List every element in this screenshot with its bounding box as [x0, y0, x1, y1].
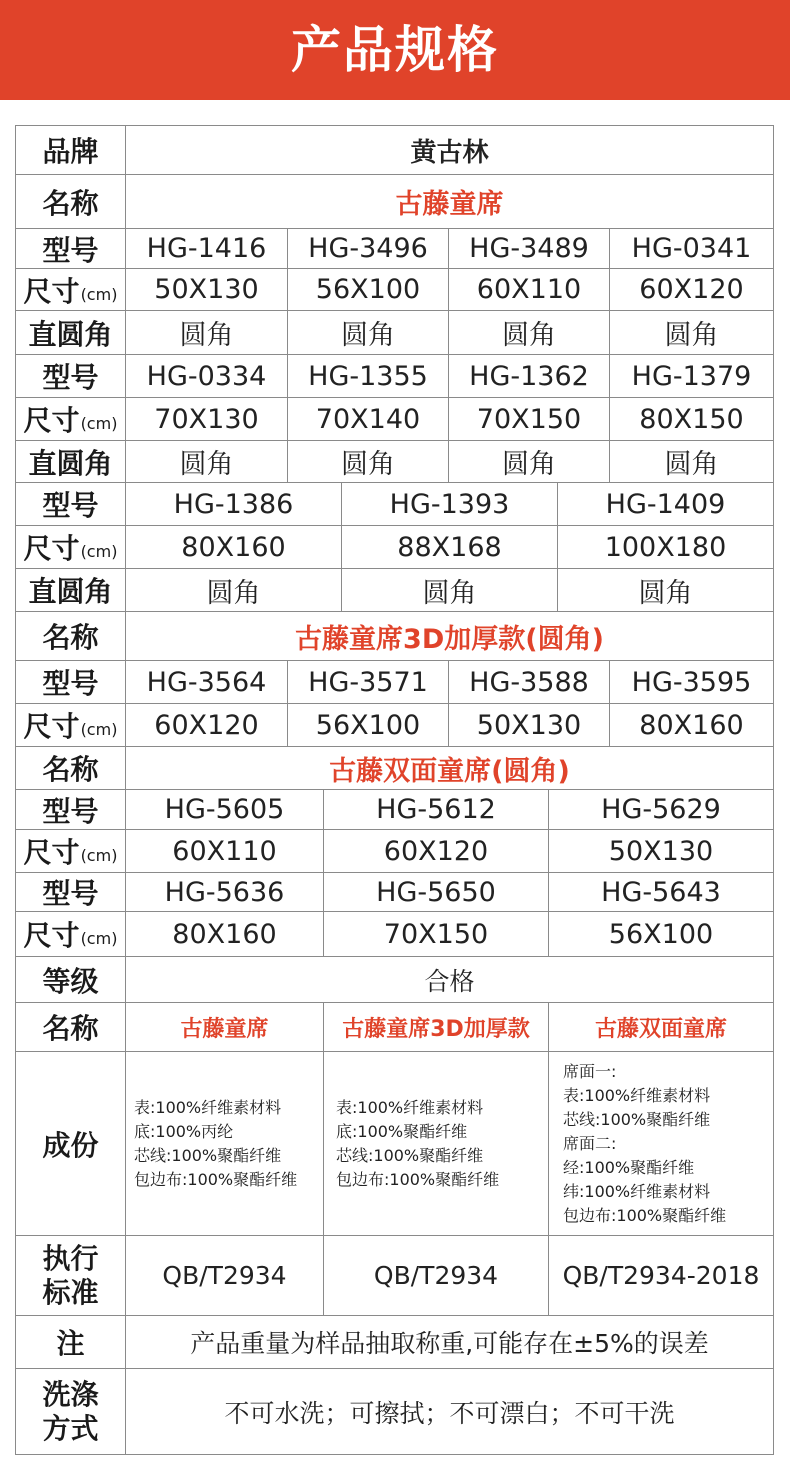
model-cell: HG-1409 — [558, 483, 774, 526]
label-name: 名称 — [16, 612, 126, 661]
label-model: 型号 — [16, 229, 126, 269]
label-composition: 成份 — [16, 1052, 126, 1236]
corner-cell: 圆角 — [126, 311, 288, 355]
model-cell: HG-1386 — [126, 483, 342, 526]
model-cell: HG-3571 — [288, 661, 449, 704]
size-cell: 70X150 — [324, 912, 549, 957]
corner-cell: 圆角 — [288, 311, 449, 355]
corner-cell: 圆角 — [558, 569, 774, 612]
size-cell: 80X160 — [126, 526, 342, 569]
size-cell: 80X150 — [610, 398, 774, 441]
label-standard: 执行 标准 — [16, 1236, 126, 1316]
label-size: 尺寸 (cm) — [16, 912, 126, 957]
size-cell: 70X140 — [288, 398, 449, 441]
product-name: 古藤童席3D加厚款 — [324, 1003, 549, 1052]
label-corner: 直圆角 — [16, 311, 126, 355]
model-cell: HG-3588 — [449, 661, 610, 704]
corner-cell: 圆角 — [610, 441, 774, 483]
spec-table — [15, 125, 774, 1455]
model-cell: HG-5612 — [324, 790, 549, 830]
model-cell: HG-0341 — [610, 229, 774, 269]
header-banner — [0, 0, 790, 100]
standard-cell: QB/T2934-2018 — [549, 1236, 774, 1316]
label-wash: 洗涤 方式 — [16, 1369, 126, 1455]
label-size: 尺寸 (cm) — [16, 526, 126, 569]
model-cell: HG-1393 — [342, 483, 558, 526]
size-cell: 80X160 — [126, 912, 324, 957]
label-size: 尺寸 (cm) — [16, 830, 126, 873]
page-title: 产品规格 — [291, 21, 499, 79]
label-model: 型号 — [16, 661, 126, 704]
composition-cell: 席面一: 表:100%纤维素材料 芯线:100%聚酯纤维 席面二: 经:100%聚酯纤维 纬:100%纤维素材料 包边布:100%聚酯纤维 — [549, 1052, 774, 1236]
corner-cell: 圆角 — [288, 441, 449, 483]
model-cell: HG-1379 — [610, 355, 774, 398]
brand-value: 黄古林 — [126, 126, 774, 175]
standard-cell: QB/T2934 — [126, 1236, 324, 1316]
grade-value: 合格 — [126, 957, 774, 1003]
wash-value: 不可水洗；可擦拭；不可漂白；不可干洗 — [126, 1369, 774, 1455]
corner-cell: 圆角 — [449, 311, 610, 355]
corner-cell: 圆角 — [449, 441, 610, 483]
size-cell: 56X100 — [288, 269, 449, 311]
model-cell: HG-5643 — [549, 873, 774, 912]
model-cell: HG-3489 — [449, 229, 610, 269]
size-cell: 80X160 — [610, 704, 774, 747]
size-cell: 50X130 — [549, 830, 774, 873]
label-brand: 品牌 — [16, 126, 126, 175]
size-cell: 50X130 — [449, 704, 610, 747]
label-model: 型号 — [16, 873, 126, 912]
corner-cell: 圆角 — [342, 569, 558, 612]
section2-name: 古藤童席3D加厚款(圆角) — [126, 612, 774, 661]
size-cell: 56X100 — [288, 704, 449, 747]
size-cell: 60X120 — [610, 269, 774, 311]
model-cell: HG-1362 — [449, 355, 610, 398]
label-size: 尺寸 (cm) — [16, 704, 126, 747]
product-name: 古藤童席 — [126, 1003, 324, 1052]
size-cell: 60X110 — [126, 830, 324, 873]
size-cell: 60X120 — [324, 830, 549, 873]
size-cell: 60X120 — [126, 704, 288, 747]
label-size: 尺寸 (cm) — [16, 269, 126, 311]
product-name: 古藤双面童席 — [549, 1003, 774, 1052]
corner-cell: 圆角 — [126, 441, 288, 483]
corner-cell: 圆角 — [126, 569, 342, 612]
model-cell: HG-3564 — [126, 661, 288, 704]
model-cell: HG-1416 — [126, 229, 288, 269]
size-cell: 100X180 — [558, 526, 774, 569]
corner-cell: 圆角 — [610, 311, 774, 355]
size-cell: 70X130 — [126, 398, 288, 441]
size-cell: 60X110 — [449, 269, 610, 311]
label-name: 名称 — [16, 747, 126, 790]
size-cell: 88X168 — [342, 526, 558, 569]
standard-cell: QB/T2934 — [324, 1236, 549, 1316]
note-value: 产品重量为样品抽取称重,可能存在±5%的误差 — [126, 1316, 774, 1369]
model-cell: HG-5629 — [549, 790, 774, 830]
composition-cell: 表:100%纤维素材料 底:100%聚酯纤维 芯线:100%聚酯纤维 包边布:100%聚酯纤维 — [324, 1052, 549, 1236]
model-cell: HG-1355 — [288, 355, 449, 398]
label-model: 型号 — [16, 483, 126, 526]
model-cell: HG-3595 — [610, 661, 774, 704]
label-grade: 等级 — [16, 957, 126, 1003]
label-name: 名称 — [16, 1003, 126, 1052]
model-cell: HG-5650 — [324, 873, 549, 912]
composition-cell: 表:100%纤维素材料 底:100%丙纶 芯线:100%聚酯纤维 包边布:100%聚酯纤维 — [126, 1052, 324, 1236]
label-name: 名称 — [16, 175, 126, 229]
model-cell: HG-5605 — [126, 790, 324, 830]
section1-name: 古藤童席 — [126, 175, 774, 229]
section3-name: 古藤双面童席(圆角) — [126, 747, 774, 790]
label-corner: 直圆角 — [16, 569, 126, 612]
model-cell: HG-0334 — [126, 355, 288, 398]
model-cell: HG-3496 — [288, 229, 449, 269]
label-size: 尺寸 (cm) — [16, 398, 126, 441]
label-model: 型号 — [16, 790, 126, 830]
size-cell: 50X130 — [126, 269, 288, 311]
size-cell: 70X150 — [449, 398, 610, 441]
model-cell: HG-5636 — [126, 873, 324, 912]
label-corner: 直圆角 — [16, 441, 126, 483]
size-cell: 56X100 — [549, 912, 774, 957]
label-model: 型号 — [16, 355, 126, 398]
label-note: 注 — [16, 1316, 126, 1369]
